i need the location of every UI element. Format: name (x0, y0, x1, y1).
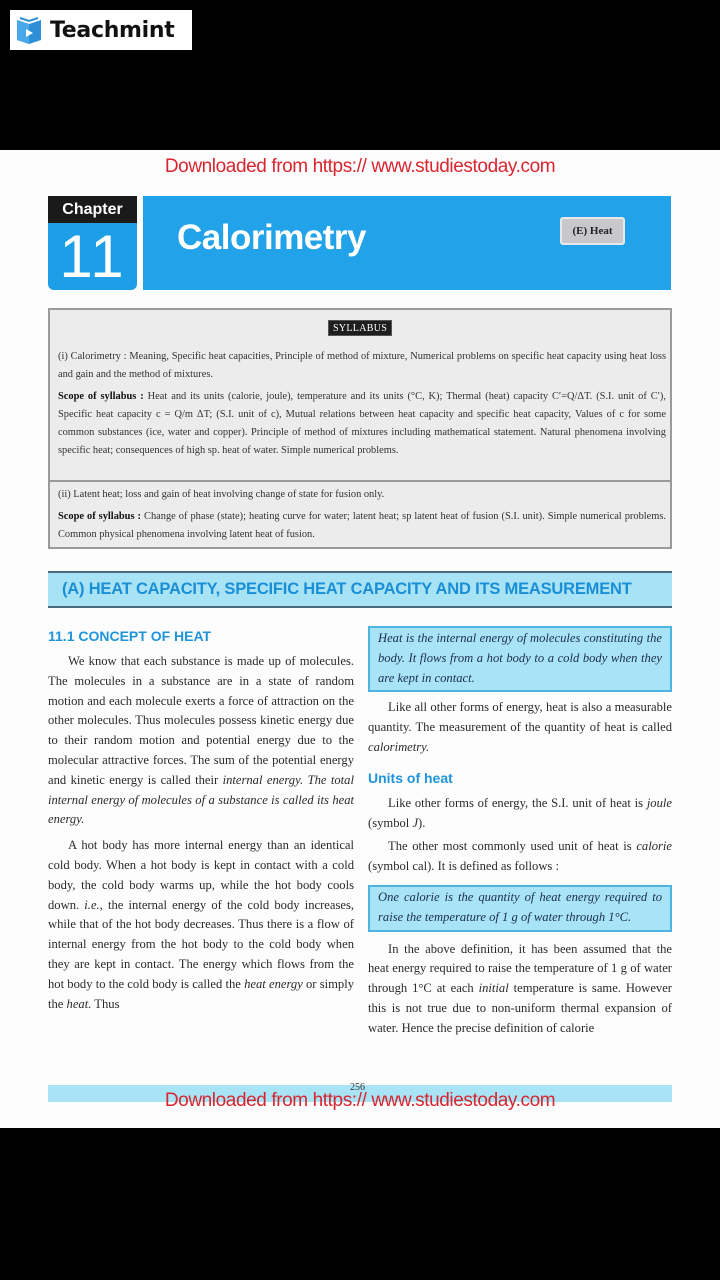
text: Thus (91, 996, 120, 1011)
emphasis: joule (646, 795, 672, 810)
syllabus-item-2: (ii) Latent heat; loss and gain of heat involving change of state for fusion only. (58, 489, 385, 500)
definition-box: Heat is the internal energy of molecules constituting the body. It flows from a hot body to a cold body when they are kept in contact. (368, 626, 672, 692)
definition-box: One calorie is the quantity of heat energy required to raise the temperature of 1 g of water through 1°C. (368, 885, 672, 932)
chapter-label: Chapter (48, 196, 137, 223)
left-column (48, 626, 354, 1014)
teachmint-logo (10, 10, 192, 50)
section-title: (A) HEAT CAPACITY, SPECIFIC HEAT CAPACITY AND ITS MEASUREMENT (48, 571, 672, 608)
text: temperature is same. However this is not true due to non-uniform thermal expansion of water. Hence the precise definition of calorie (368, 981, 672, 1035)
text: Like all other forms of energy, heat is also a measurable quantity. The measurement of the quantity of heat is called (368, 700, 672, 735)
syllabus-box (48, 308, 672, 549)
paragraph (368, 698, 672, 757)
book-play-icon (14, 15, 44, 45)
emphasis: heat. (66, 996, 92, 1011)
text: A hot body has more internal energy than an identical cold body. When a hot body is kept in contact with a cold body, the cold body warms up, while the hot body cools down. (48, 838, 354, 912)
syllabus-divider (50, 480, 670, 482)
emphasis: internal energy. The total internal energy of molecules of a substance is called its heat energy. (48, 772, 354, 827)
watermark-bottom: Downloaded from https:// www.studiestoday.com (164, 1090, 556, 1111)
chapter-number: 11 (48, 223, 137, 290)
page-number: 256 (350, 1082, 365, 1093)
text: (symbol (368, 815, 413, 830)
scope-label: Scope of syllabus : (58, 391, 144, 402)
emphasis: heat energy (244, 976, 303, 991)
syllabus-title: SYLLABUS (328, 320, 392, 336)
brand-name: Teachmint (50, 17, 175, 43)
emphasis: i.e., (84, 897, 103, 912)
chapter-banner (143, 196, 671, 290)
emphasis: calorimetry. (368, 739, 430, 754)
right-column (368, 626, 672, 1039)
emphasis: initial (478, 981, 509, 996)
syllabus-scope-1 (58, 388, 666, 460)
syllabus-scope-2 (58, 508, 666, 544)
text: or simply the (48, 976, 354, 1011)
text: (symbol cal). It is defined as follows : (368, 859, 559, 874)
paragraph (368, 837, 672, 877)
syllabus-item-1: (i) Calorimetry : Meaning, Specific heat capacities, Principle of method of mixture, Numerical problems on specific heat capacity using heat loss and gain and the method of mixtures. (58, 351, 666, 380)
topic-badge: (E) Heat (560, 217, 625, 245)
scope-label: Scope of syllabus : (58, 511, 141, 522)
chapter-box (48, 196, 137, 290)
watermark-top: Downloaded from https:// www.studiestoday.com (164, 156, 556, 177)
paragraph (368, 794, 672, 834)
paragraph (48, 652, 354, 830)
scope-text: Change of phase (state); heating curve for water; latent heat; sp latent heat of fusion (S.I. unit). Simple numerical problems. Common physical phenomena involving latent heat of fusion. (58, 511, 666, 540)
text: We know that each substance is made up of molecules. The molecules in a substance are in a state of random motion and each molecule exerts a force of attraction on the other molecules. Thus molecules possess kinetic energy due to their random motion and potential energy due to the molecular attractive forces. The sum of the potential energy and kinetic energy is called their (48, 654, 354, 787)
emphasis: calorie (636, 839, 672, 854)
emphasis: J (412, 815, 419, 830)
section-heading: 11.1 CONCEPT OF HEAT (48, 628, 212, 644)
text: Like other forms of energy, the S.I. unit of heat is (388, 795, 647, 810)
scope-text: Heat and its units (calorie, joule), temperature and its units (°C, K); Thermal (heat) capacity C′=Q/ΔT. (S.I. unit of C′), Specific heat capacity c = Q/m ΔT; (S.I. unit of c), Mutual relations between heat capacity and specific heat capacity, Values of c for some common substances (ice, water and copper). Principle of method of mixtures including mathematical statement. Natural phenomena involving specific heat; consequences of high sp. heat of water. Simple numerical problems. (58, 391, 666, 456)
text: the internal energy of the cold body increases, while that of the hot body decreases. Thus there is a flow of internal energy from the hot body to the cold body when they are kept in contact. The energy which flows from the hot body to the cold body is called the (48, 897, 354, 991)
text: The other most commonly used unit of heat is (388, 839, 637, 854)
subheading: Units of heat (368, 769, 453, 786)
chapter-title: Calorimetry (177, 218, 367, 257)
text: ). (418, 815, 426, 830)
paragraph (48, 836, 354, 1014)
text: In the above definition, it has been assumed that the heat energy required to raise the temperature of 1 g of water through 1°C at each (368, 941, 672, 996)
paragraph (368, 940, 672, 1039)
document-page (0, 150, 720, 1128)
